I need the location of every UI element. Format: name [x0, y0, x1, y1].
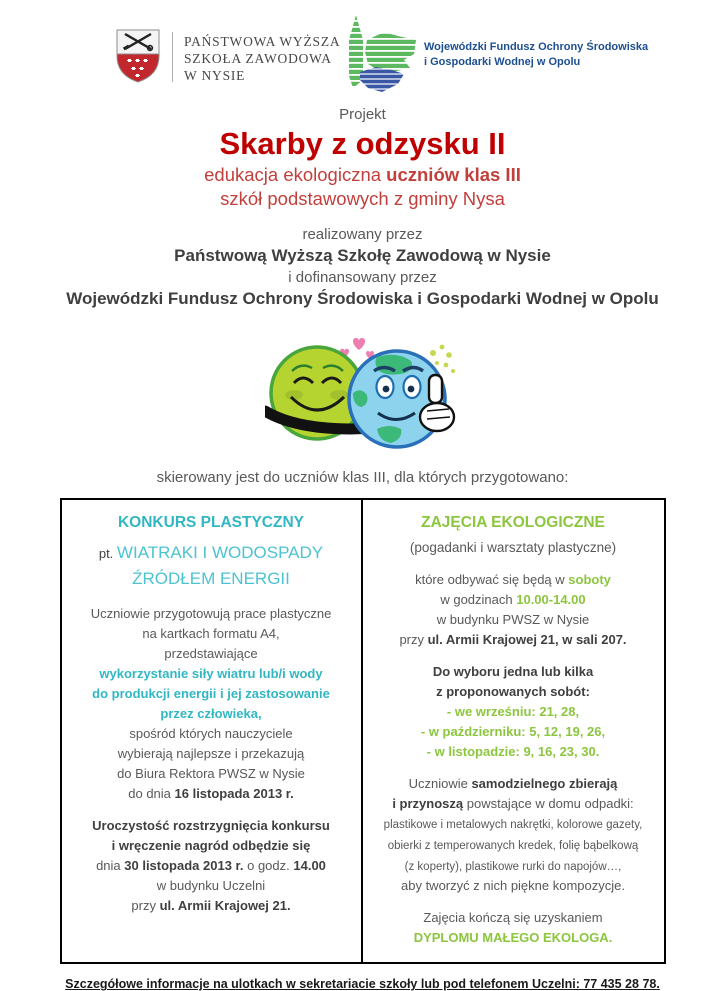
text-segment: pt. [98, 546, 117, 561]
zajecia-heading: ZAJĘCIA EKOLOGICZNE [421, 514, 605, 531]
text-segment: powstające w domu odpadki: [463, 796, 634, 812]
text-segment: - w listopadzie: 9, 16, 23, 30. [426, 744, 600, 760]
text-line [369, 702, 658, 722]
logo-divider [172, 32, 173, 82]
text-segment: obierki z temperowanych kredek, folię bąbelkową [387, 839, 639, 852]
text-segment: - we wrześniu: 21, 28, [446, 704, 580, 720]
text-line [369, 794, 658, 814]
pwsz-crest-icon [115, 28, 161, 84]
text-segment: w godzinach [440, 592, 517, 608]
text-line [68, 704, 355, 724]
text-line [369, 814, 658, 835]
text-line [68, 624, 355, 644]
text-segment: ŹRÓDŁEM ENERGII [132, 569, 290, 588]
intro-line: skierowany jest do uczniów klas III, dla których przygotowano: [156, 469, 569, 486]
text-segment: na kartkach formatu A4, [142, 626, 280, 642]
cofinancer-name: Wojewódzki Fundusz Ochrony Środowiska i Gospodarki Wodnej w Opolu [66, 289, 659, 308]
text-segment: WIATRAKI I WODOSPADY [116, 543, 324, 562]
text-line [68, 836, 355, 856]
text-line [369, 835, 658, 856]
program-box [60, 498, 666, 964]
text-line [68, 764, 355, 784]
text-segment: soboty [568, 572, 611, 587]
text-line [68, 604, 355, 624]
zajecia-subheading: (pogadanki i warsztaty plastyczne) [409, 540, 617, 555]
realizer-name: Państwową Wyższą Szkołę Zawodową w Nysie [174, 246, 551, 265]
pwsz-logo-text [184, 33, 340, 84]
zajecia-column [363, 500, 664, 962]
text-line [369, 762, 658, 774]
text-segment: plastikowe i metalowych nakrętki, kolorowe gazety, [383, 819, 643, 832]
wfos-logo-text [424, 40, 648, 70]
text-segment: 10.00-14.00 [516, 592, 586, 608]
text-line [369, 570, 658, 590]
subtitle-line-1 [0, 163, 725, 187]
text-segment: które odbywać się będą w [415, 572, 569, 587]
text-line [369, 630, 658, 650]
text-segment: samodzielnego zbierają [471, 776, 618, 792]
text-line [369, 928, 658, 948]
text-line [369, 682, 658, 702]
text-line [68, 592, 355, 604]
text-segment: o godz. [243, 858, 294, 874]
text-segment: w budynku Uczelni [156, 878, 266, 894]
text-line [68, 566, 355, 592]
subtitle-bold: uczniów klas III [386, 164, 521, 185]
text-segment: Uczniowie [408, 776, 472, 792]
text-line [68, 664, 355, 684]
text-segment: przez człowieka, [160, 706, 262, 722]
header [0, 0, 725, 100]
text-line [68, 744, 355, 764]
text-segment: w budynku PWSZ w Nysie [436, 612, 590, 628]
subtitle-regular: edukacja ekologiczna [204, 164, 387, 185]
page-title: Skarby z odzysku II [219, 126, 506, 161]
text-segment: Do wyboru jedna lub kilka [432, 664, 594, 680]
text-line [369, 558, 658, 570]
text-line [68, 540, 355, 566]
text-line [369, 876, 658, 896]
text-segment: (z koperty), plastikowe rurki do napojów…, [404, 860, 622, 873]
project-kicker: Projekt [339, 106, 386, 123]
text-segment: przy [131, 898, 160, 914]
text-segment: 14.00 [293, 858, 326, 874]
text-line [68, 784, 355, 804]
text-segment: ul. Armii Krajowej 21. [159, 898, 291, 914]
text-segment: aby tworzyć z nich piękne kompozycje. [401, 878, 625, 894]
wfos-logo-line: Wojewódzki Fundusz Ochrony Środowiska [424, 41, 649, 53]
text-segment: i przynoszą [392, 796, 464, 812]
text-line [68, 724, 355, 744]
text-segment: do Biura Rektora PWSZ w Nysie [117, 766, 305, 782]
text-segment: i wręczenie nagród odbędzie się [111, 838, 311, 854]
pwsz-logo-line: SZKOŁA ZAWODOWA [184, 51, 332, 66]
footer-contact-line: Szczegółowe informacje na ulotkach w sekretariacie szkoły lub pod telefonem Uczelni: 77 435 28 78. [65, 977, 660, 991]
subtitle-line-2: szkół podstawowych z gminy Nysa [220, 188, 505, 209]
text-line [369, 774, 658, 794]
text-segment: z proponowanych sobót: [436, 684, 590, 700]
text-line [68, 684, 355, 704]
text-line [68, 856, 355, 876]
text-line [369, 856, 658, 877]
text-segment: DYPLOMU MAŁEGO EKOLOGA. [413, 930, 613, 946]
wfos-logo-line: i Gospodarki Wodnej w Opolu [424, 56, 581, 68]
text-line [68, 896, 355, 916]
text-segment: do produkcji energii i jej zastosowanie [92, 686, 330, 702]
text-line [369, 896, 658, 908]
text-line [369, 662, 658, 682]
text-segment: przy [399, 632, 428, 648]
konkurs-subheading [68, 540, 355, 592]
text-line [68, 804, 355, 816]
text-line [369, 908, 658, 928]
text-segment: Uczniowie przygotowują prace plastyczne [90, 606, 332, 621]
text-segment: przedstawiające [164, 646, 258, 662]
konkurs-body [68, 592, 355, 916]
realized-by-label: realizowany przez [302, 226, 423, 243]
pwsz-logo-line: W NYSIE [184, 68, 246, 83]
zajecia-body [369, 558, 658, 948]
konkurs-column [62, 500, 363, 962]
text-segment: 16 listopada 2013 r. [174, 786, 294, 802]
text-segment: 30 listopada 2013 r. [124, 858, 244, 874]
text-segment: wybierają najlepsze i przekazują [117, 746, 305, 762]
text-line [369, 742, 658, 762]
text-line [68, 644, 355, 664]
text-segment: spośród których nauczyciele [129, 726, 293, 742]
text-segment: - w październiku: 5, 12, 19, 26, [420, 724, 606, 740]
text-segment: wykorzystanie siły wiatru lub/i wody [99, 666, 323, 682]
text-line [369, 722, 658, 742]
text-line [369, 650, 658, 662]
text-line [369, 590, 658, 610]
text-line [68, 816, 355, 836]
text-line [369, 610, 658, 630]
text-segment: Zajęcia kończą się uzyskaniem [423, 910, 603, 926]
text-segment: dnia [96, 858, 125, 874]
text-segment: ul. Armii Krajowej 21, w sali 207. [427, 632, 627, 648]
text-segment: do dnia [128, 786, 175, 802]
wfos-map-icon [340, 10, 422, 98]
pwsz-logo-line: PAŃSTWOWA WYŻSZA [184, 34, 341, 49]
cofinanced-by-label: i dofinansowany przez [288, 269, 437, 286]
hugging-globes-icon [265, 331, 461, 451]
text-segment: Uroczystość rozstrzygnięcia konkursu [92, 818, 330, 834]
text-line [68, 876, 355, 896]
konkurs-heading: KONKURS PLASTYCZNY [117, 514, 304, 531]
